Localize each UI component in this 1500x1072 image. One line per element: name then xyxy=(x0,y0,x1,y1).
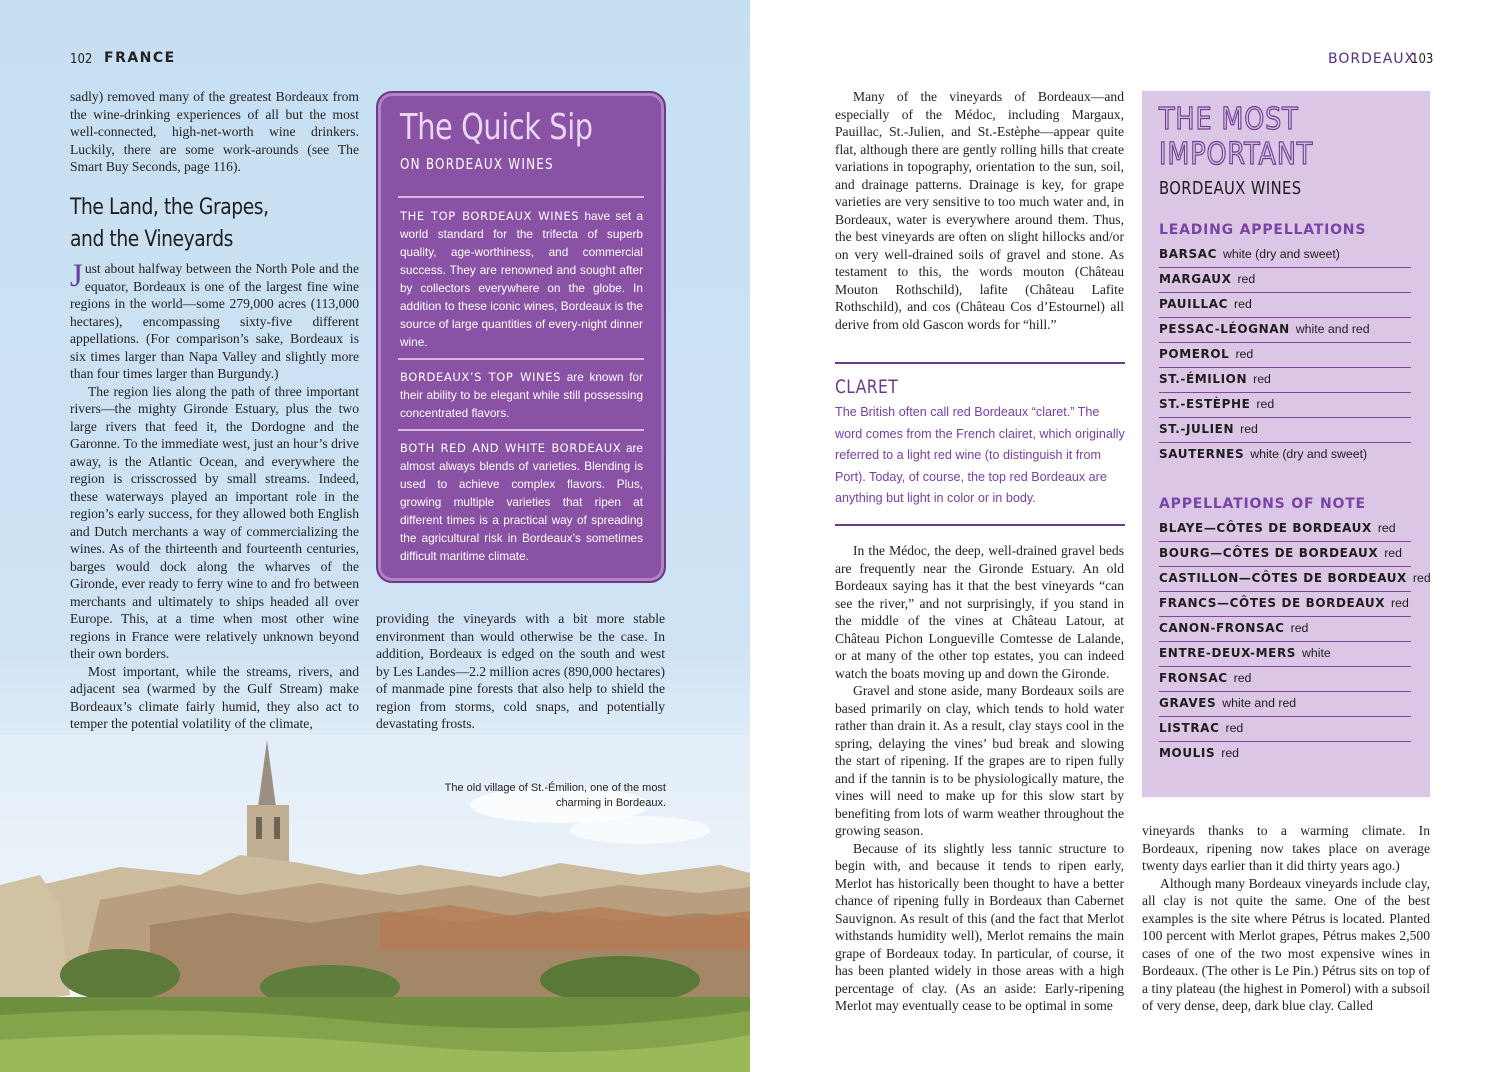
appellation-name: POMEROL xyxy=(1159,347,1230,361)
appellation-wine-color: red xyxy=(1233,671,1252,685)
left-column-1-body xyxy=(70,260,359,733)
divider xyxy=(398,196,644,198)
appellation-name: PAUILLAC xyxy=(1159,297,1229,311)
appellation-row xyxy=(1159,268,1411,293)
box-subtitle: BORDEAUX WINES xyxy=(1159,178,1302,199)
appellation-row xyxy=(1159,368,1411,393)
appellations-of-note-list xyxy=(1159,517,1431,767)
appellation-row xyxy=(1159,667,1411,692)
appellation-name: ST.-ESTÈPHE xyxy=(1159,397,1251,411)
drop-cap: J xyxy=(70,258,83,294)
appellation-row xyxy=(1159,393,1411,418)
appellation-name: SAUTERNES xyxy=(1159,447,1245,461)
right-column-1-top xyxy=(835,88,1124,333)
appellation-row xyxy=(1159,318,1411,343)
appellation-wine-color: red xyxy=(1391,596,1409,610)
appellation-wine-color: red xyxy=(1377,521,1396,535)
appellation-name: MOULIS xyxy=(1159,746,1216,760)
body-paragraph-4: providing the vineyards with a bit more stable environment than would otherwise be the case. In addition, Bordeaux is edged on the south and west by Les Landes—2.2 million acres (890,000 hectares) of manmade pine forests that also help to shield the region from storms, cold snaps, and potentially devastating frosts. xyxy=(376,611,665,731)
running-head-right: BORDEAUX xyxy=(1328,51,1416,67)
appellation-wine-color: white xyxy=(1302,646,1331,660)
appellation-name: FRONSAC xyxy=(1159,671,1228,685)
divider xyxy=(835,524,1125,526)
quick-sip-item-3: BOTH RED AND WHITE BORDEAUX are almost always blends of varieties. Blending is used to achieve complex flavors. Plus, growing multiple varieties that ripen at different times is a practical way of spreading the agricultural risk in Bordeaux’s sometimes difficult maritime climate. xyxy=(400,441,643,563)
appellation-name: CASTILLON—CÔTES DE BORDEAUX xyxy=(1159,571,1407,585)
appellation-wine-color: red xyxy=(1253,372,1271,386)
appellation-wine-color: red xyxy=(1290,621,1309,635)
appellation-row xyxy=(1159,418,1411,443)
divider xyxy=(835,362,1125,364)
appellation-wine-color: red xyxy=(1384,546,1402,560)
appellation-name: ENTRE-DEUX-MERS xyxy=(1159,646,1297,660)
body-paragraph-10: Although many Bordeaux vineyards include clay, all clay is not quite the same. One of the best examples is the site where Pétrus is located. Planted 100 percent with Merlot grapes, Pétrus makes 2,500 cases of one of the two most expensive wines in Bordeaux. (The other is Le Pin.) Pétrus sits on top of a tiny plateau (the highest in Pomerol) with a subsoil of very dense, deep, dark blue clay. Called xyxy=(1142,875,1430,1013)
appellation-row xyxy=(1159,742,1411,767)
quick-sip-item-1: THE TOP BORDEAUX WINES have set a world standard for the trifecta of superb quality, age-worthiness, and commercial success. They are renowned and sought after by collectors everywhere on the globe. In addition to these iconic wines, Bordeaux is the source of large quantities of every-night dinner wine. xyxy=(400,209,644,349)
appellation-row xyxy=(1159,617,1411,642)
appellation-name: FRANCS—CÔTES DE BORDEAUX xyxy=(1159,596,1386,610)
appellation-row xyxy=(1159,517,1411,542)
box-title-line-2: IMPORTANT xyxy=(1159,137,1314,172)
leading-appellations-heading: LEADING APPELLATIONS xyxy=(1159,222,1367,238)
appellation-wine-color: red xyxy=(1412,571,1431,585)
body-paragraph-3: Most important, while the streams, rivers, and adjacent sea (warmed by the Gulf Stream) make Bordeaux’s climate fairly humid, they also act to temper the potential volatility of the climate, xyxy=(70,663,359,731)
appellation-name: LISTRAC xyxy=(1159,721,1220,735)
quick-sip-item-2: BORDEAUX’S TOP WINES are known for their ability to be elegant while still possessing concentrated flavors. xyxy=(400,370,643,420)
right-column-2-bottom xyxy=(1142,822,1430,1015)
appellation-wine-color: white (dry and sweet) xyxy=(1250,447,1368,461)
appellation-row xyxy=(1159,542,1411,567)
appellations-of-note-heading: APPELLATIONS OF NOTE xyxy=(1159,496,1366,512)
page-number-right: 103 xyxy=(1411,52,1434,67)
intro-continuation: sadly) removed many of the greatest Bordeaux from the wine-drinking experiences of all but the most well-connected, high-net-worth wine drinkers. Luckily, there are some work-arounds (see The Smart Buy Seconds, page 116). xyxy=(70,89,359,174)
appellation-row xyxy=(1159,293,1411,318)
body-paragraph-2: The region lies along the path of three important rivers—the mighty Gironde Estuary, plus the two large rivers that feed it, the Dordogne and the Garonne. To the immediate west, just an hour’s drive away, is the Atlantic Ocean, and everywhere the region is crisscrossed by small streams. Indeed, these waterways played an important role in the region’s early success, for they allowed both English and Dutch merchants a way of commercializing the wines. As of the thirteenth and fourteenth centuries, barges would dock along the wharves of the Gironde, ever ready to ferry wine to and fro between merchants and ultimately to ships headed all over Europe. This, at a time when most other wine regions in France were relatively unknown beyond their own borders. xyxy=(70,383,359,661)
appellation-wine-color: white (dry and sweet) xyxy=(1223,247,1340,261)
quick-sip-title: The Quick Sip xyxy=(400,107,593,148)
appellation-wine-color: red xyxy=(1235,347,1254,361)
appellation-row xyxy=(1159,243,1411,268)
appellation-wine-color: white and red xyxy=(1222,696,1297,710)
appellation-wine-color: red xyxy=(1234,297,1252,311)
appellation-wine-color: red xyxy=(1256,397,1275,411)
body-paragraph-9: vineyards thanks to a warming climate. In Bordeaux, ripening now takes place on average twenty days earlier than it did thirty years ago.) xyxy=(1142,823,1430,873)
appellation-row xyxy=(1159,717,1411,742)
divider xyxy=(398,429,644,431)
body-paragraph-8: Because of its slightly less tannic structure to begin with, and because it tends to ripen early, Merlot has historically been thought to have a better chance of ripening fully in Bordeaux than Cabernet Sauvignon. As result of this (and the fact that Merlot withstands humidity well), Merlot remains the main grape of Bordeaux today. In particular, of course, it has been planted widely in those areas with a high percentage of clay. (As an aside: Early-ripening Merlot may eventually cease to be optimal in some xyxy=(835,840,1124,1013)
appellation-name: CANON-FRONSAC xyxy=(1159,621,1285,635)
appellation-name: ST.-JULIEN xyxy=(1159,422,1235,436)
section-heading: The Land, the Grapes, and the Vineyards xyxy=(70,195,269,252)
box-title-line-1: THE MOST xyxy=(1159,102,1299,137)
appellation-wine-color: red xyxy=(1225,721,1244,735)
body-paragraph-1: Just about halfway between the North Pole and the equator, Bordeaux is one of the largest fine wine regions in the world—some 279,000 acres (113,000 hectares), encompassing sixty-five different appellations. (For comparison’s sake, Bordeaux is six times larger than Napa Valley and slightly more than four times larger than Burgundy.) xyxy=(70,258,359,381)
appellation-wine-color: white and red xyxy=(1295,322,1370,336)
appellation-name: BOURG—CÔTES DE BORDEAUX xyxy=(1159,546,1379,560)
appellation-name: ST.-ÉMILION xyxy=(1159,372,1248,386)
right-column-1-bottom xyxy=(835,542,1124,1015)
leading-appellations-list xyxy=(1159,243,1411,468)
divider xyxy=(398,358,644,360)
most-important-wines-box xyxy=(1142,91,1430,797)
appellation-name: MARGAUX xyxy=(1159,272,1232,286)
right-page xyxy=(750,0,1500,1072)
appellation-name: BLAYE—CÔTES DE BORDEAUX xyxy=(1159,521,1372,535)
left-column-1 xyxy=(70,88,359,176)
appellation-row xyxy=(1159,567,1431,592)
quick-sip-box xyxy=(376,91,666,583)
appellation-row xyxy=(1159,642,1411,667)
appellation-row xyxy=(1159,443,1411,468)
page-number-left: 102 xyxy=(70,52,93,67)
appellation-wine-color: red xyxy=(1221,746,1240,760)
appellation-wine-color: red xyxy=(1240,422,1258,436)
running-head-left: FRANCE xyxy=(104,50,176,66)
claret-body: The British often call red Bordeaux “claret.” The word comes from the French clairet, which originally referred to a light red wine (to distinguish it from Port). Today, of course, the top red Bordeaux are anything but light in color or in body. xyxy=(835,405,1125,506)
quick-sip-subtitle: ON BORDEAUX WINES xyxy=(400,155,554,173)
appellation-row xyxy=(1159,692,1411,717)
photo-caption: The old village of St.-Émilion, one of the most charming in Bordeaux. xyxy=(444,782,666,809)
appellation-name: BARSAC xyxy=(1159,247,1218,261)
body-paragraph-6: In the Médoc, the deep, well-drained gravel beds are frequently near the Gironde Estuary. An old Bordeaux saying has it that the best vineyards “can see the river,” and not surprisingly, if you stand in the middle of the vines at Château Latour, at Château Pichon Longueville Comtesse de Lalande, or at many of the other top estates, you can indeed watch the boats moving up and down the Gironde. xyxy=(835,543,1124,681)
claret-heading: CLARET xyxy=(835,376,899,398)
claret-sidebar xyxy=(835,362,1125,526)
appellation-name: GRAVES xyxy=(1159,696,1217,710)
appellation-wine-color: red xyxy=(1237,272,1256,286)
appellation-row xyxy=(1159,592,1411,617)
appellation-row xyxy=(1159,343,1411,368)
body-paragraph-7: Gravel and stone aside, many Bordeaux soils are based primarily on clay, which tends to hold water rather than drain it. As a result, clay stays cool in the spring, delaying the vines’ bud break and slowing the start of ripening. If the grapes are to ripen fully and if the tannin is to be physiologically mature, the vines will need to make up for this slow start by benefiting from lots of warm weather throughout the growing season. xyxy=(835,683,1124,838)
left-column-2 xyxy=(376,610,665,733)
appellation-name: PESSAC-LÉOGNAN xyxy=(1159,322,1290,336)
body-paragraph-5: Many of the vineyards of Bordeaux—and especially of the Médoc, including Margaux, Pauillac, St.-Julien, and St.-Estèphe—appear quite flat, although there are gently rolling hills that create variations in topography, orientation to the sun, soil, and drainage patterns. Drainage is key, for grape varieties are very sensitive to too much water and, in Bordeaux, water is everywhere around them. Thus, the best vineyards are often on slight hillocks and/or on very well-drained soils of gravel and stone. As testament to this, the words mouton (Château Mouton Rothschild), lafite (Château Lafite Rothschild), and cos (Château Cos d’Estournel) all derive from old Gascon words for “hill.” xyxy=(835,89,1124,332)
